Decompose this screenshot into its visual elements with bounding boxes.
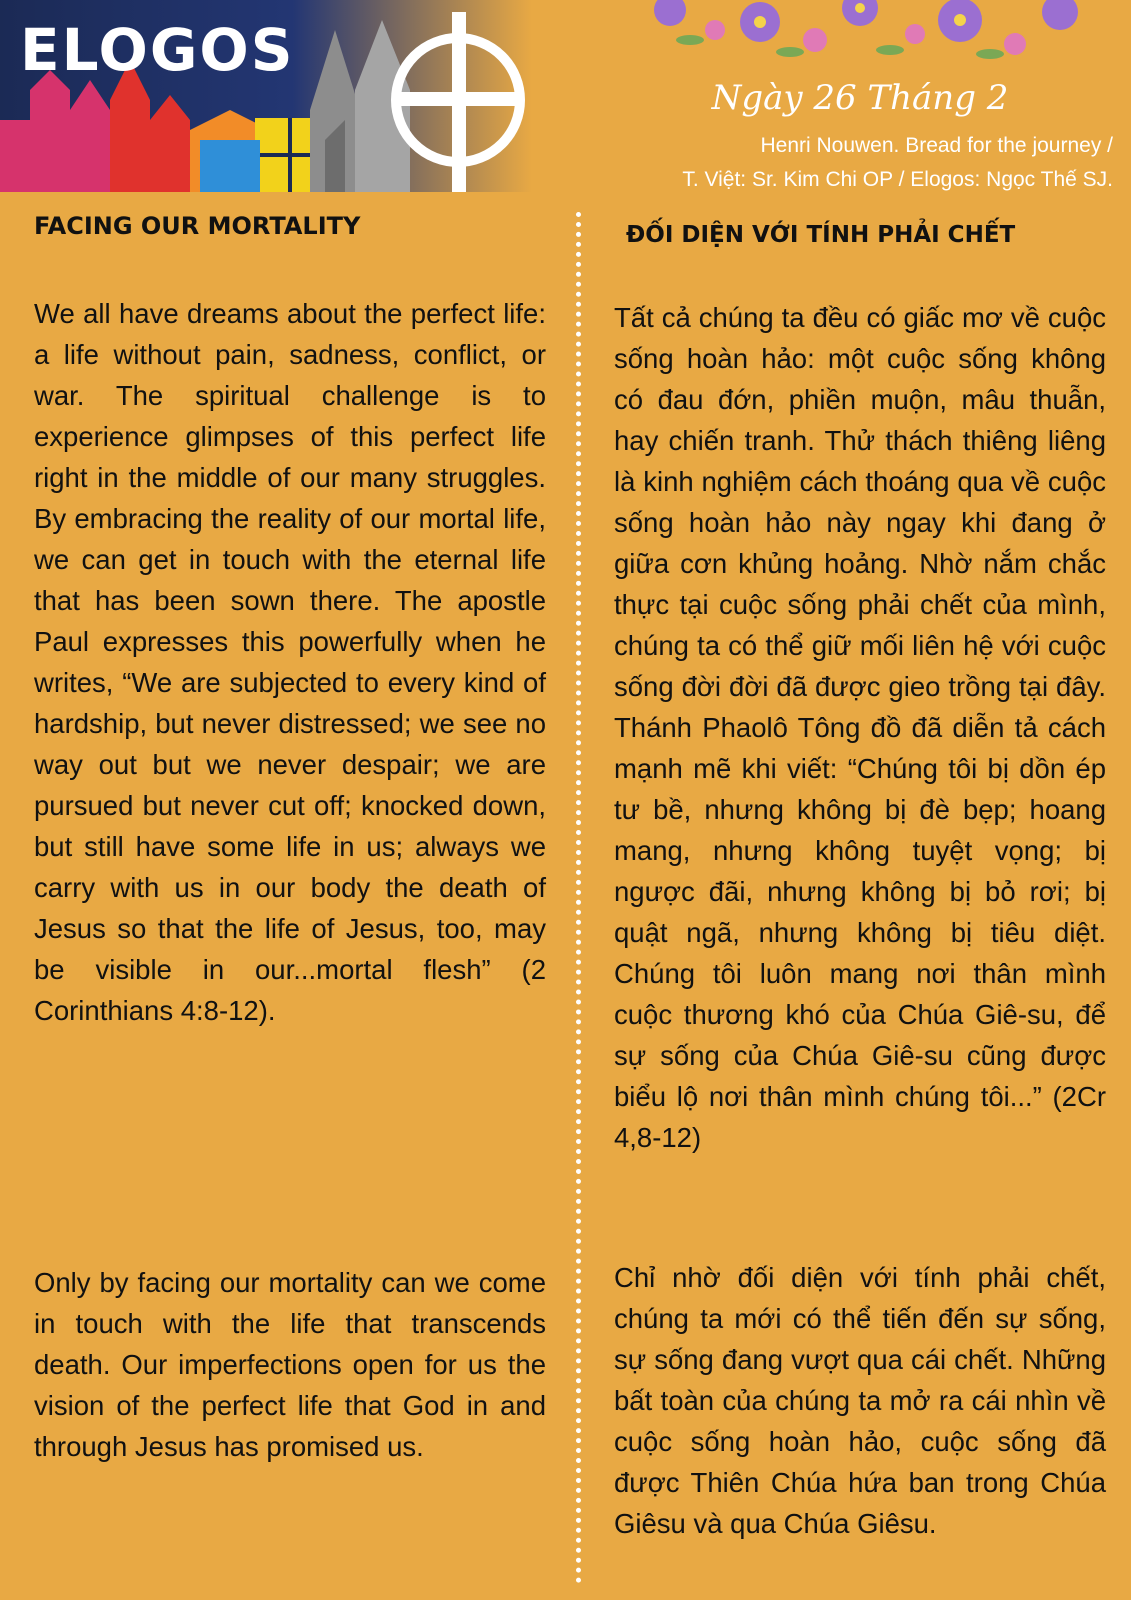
credit-line-1: Henri Nouwen. Bread for the journey / [760, 134, 1113, 157]
logo-text: ELOGOS [20, 16, 295, 84]
date-title: Ngày 26 Tháng 2 [711, 78, 1009, 118]
vietnamese-title: ĐỐI DIỆN VỚI TÍNH PHẢI CHẾT [626, 222, 1016, 248]
flower-decoration-icon [630, 0, 1110, 70]
dotted-column-divider [576, 212, 581, 1584]
english-paragraph-1: We all have dreams about the perfect life: a life without pain, sadness, conflict, or war. The spiritual challenge is to experience glimpses of this perfect life right in the middle of our many struggles. By embracing the reality of our mortal life, we can get in touch with the eternal life that has been sown there. The apostle Paul expresses this powerfully when he writes, “We are subjected to every kind of hardship, but never distressed; we see no way out but we never despair; we are pursued but never cut off; knocked down, but still have some life in us; always we carry with us in our body the death of Jesus so that the life of Jesus, too, may be visible in our...mortal flesh” (2 Corinthians 4:8-12). [34, 298, 546, 1026]
english-title: FACING OUR MORTALITY [34, 212, 361, 240]
english-paragraph-2: Only by facing our mortality can we come in touch with the life that transcends death. Our imperfections open for us the vision of the perfect life that God in and through Jesus has promised us. [34, 1267, 546, 1462]
credit-line-2: T. Việt: Sr. Kim Chi OP / Elogos: Ngọc Thế SJ. [682, 168, 1113, 191]
elogos-logo-banner [0, 0, 532, 192]
vietnamese-paragraph-2: Chỉ nhờ đối diện với tính phải chết, chúng ta mới có thể tiến đến sự sống, sự sống đang vượt qua cái chết. Những bất toàn của chúng ta mở ra cái nhìn về cuộc sống hoàn hảo, cuộc sống đã được Thiên Chúa hứa ban trong Chúa Giêsu và qua Chúa Giêsu. [614, 1262, 1106, 1539]
vietnamese-paragraph-1: Tất cả chúng ta đều có giấc mơ về cuộc sống hoàn hảo: một cuộc sống không có đau đớn, phiền muộn, mâu thuẫn, hay chiến tranh. Thử thách thiêng liêng là kinh nghiệm cách thoáng qua về cuộc sống hoàn hảo này ngay khi đang ở giữa cơn khủng hoảng. Nhờ nắm chắc thực tại cuộc sống phải chết của mình, chúng ta có thể giữ mối liên hệ với cuộc sống đời đời đã được gieo trồng tại đây. Thánh Phaolô Tông đồ đã diễn tả cách mạnh mẽ khi viết: “Chúng tôi bị dồn ép tư bề, nhưng không bị đè bẹp; hoang mang, nhưng không tuyệt vọng; bị ngược đãi, nhưng không bị bỏ rơi; bị quật ngã, nhưng không bị tiêu diệt. Chúng tôi luôn mang nơi thân mình cuộc thương khó của Chúa Giê-su, để sự sống của Chúa Giê-su cũng được biểu lộ nơi thân mình chúng tôi...” (2Cr 4,8-12) [614, 302, 1106, 1153]
